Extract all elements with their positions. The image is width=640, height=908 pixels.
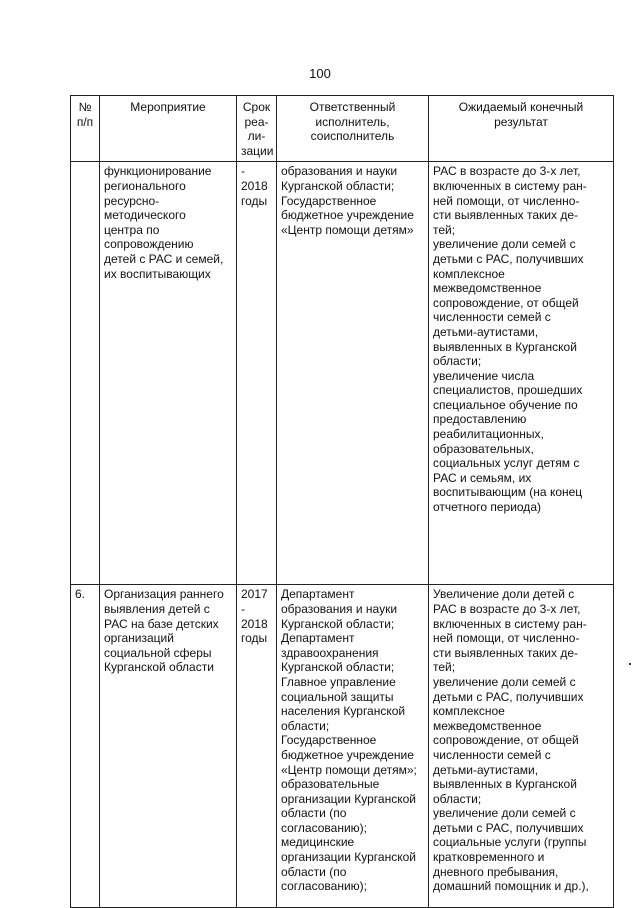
row-number: 6. <box>71 585 100 908</box>
header-term: Срок реа- ли- зации <box>237 96 277 162</box>
header-event: Мероприятие <box>100 96 237 162</box>
header-number: № п/п <box>71 96 100 162</box>
header-responsible: Ответственный исполнитель, соисполнитель <box>277 96 429 162</box>
row-responsible: образования и науки Курганской области; Государственное бюджетное учреждение «Центр помощи детям» <box>277 162 429 585</box>
page-number: 100 <box>309 66 331 81</box>
measures-table <box>70 95 614 908</box>
row-event: функционирование регионального ресурсно- методического центра по сопровождению детей с РАС и семей, их воспитывающих <box>100 162 237 585</box>
row-result: РАС в возрасте до 3-х лет, включенных в систему ран- ней помощи, от численно- сти выявленных таких де- тей; увеличение доли семей с детьми с РАС, получивших комплексное межведомственное сопровождение, от общей численности семей с детьми-аутистами, выявленных в Курганской области; увеличение числа специалистов, прошедших специальное обучение по предоставлению реабилитационных, образовательных, социальных услуг детям с РАС и семьям, их воспитывающим (на конец отчетного периода) <box>429 162 614 585</box>
row-term: - 2018 годы <box>237 162 277 585</box>
table-row <box>71 585 614 908</box>
table-header-row <box>71 96 614 162</box>
row-result: Увеличение доли детей с РАС в возрасте до 3-х лет, включенных в систему ран- ней помощи, от численно- сти выявленных таких де- тей; увеличение доли семей с детьми с РАС, получивших комплексное межведомственное сопровождение, от общей численности семей с детьми-аутистами, выявленных в Курганской области; увеличение доли семей с детьми с РАС, получивших социальные услуги (группы кратковременного и дневного пребывания, домашний помощник и др.), <box>429 585 614 908</box>
row-number <box>71 162 100 585</box>
row-event: Организация раннего выявления детей с РАС на базе детских организаций социальной сферы Курганской области <box>100 585 237 908</box>
header-result: Ожидаемый конечный результат <box>429 96 614 162</box>
table-row <box>71 162 614 585</box>
row-responsible: Департамент образования и науки Курганской области; Департамент здравоохранения Курганской области; Главное управление социальной защиты населения Курганской области; Государственное бюджетное учреждение «Центр помощи детям»; образовательные организации Курганской области (по согласованию); медицинские организации Курганской области (по согласованию); <box>277 585 429 908</box>
scan-speck <box>629 663 631 665</box>
row-term: 2017 - 2018 годы <box>237 585 277 908</box>
